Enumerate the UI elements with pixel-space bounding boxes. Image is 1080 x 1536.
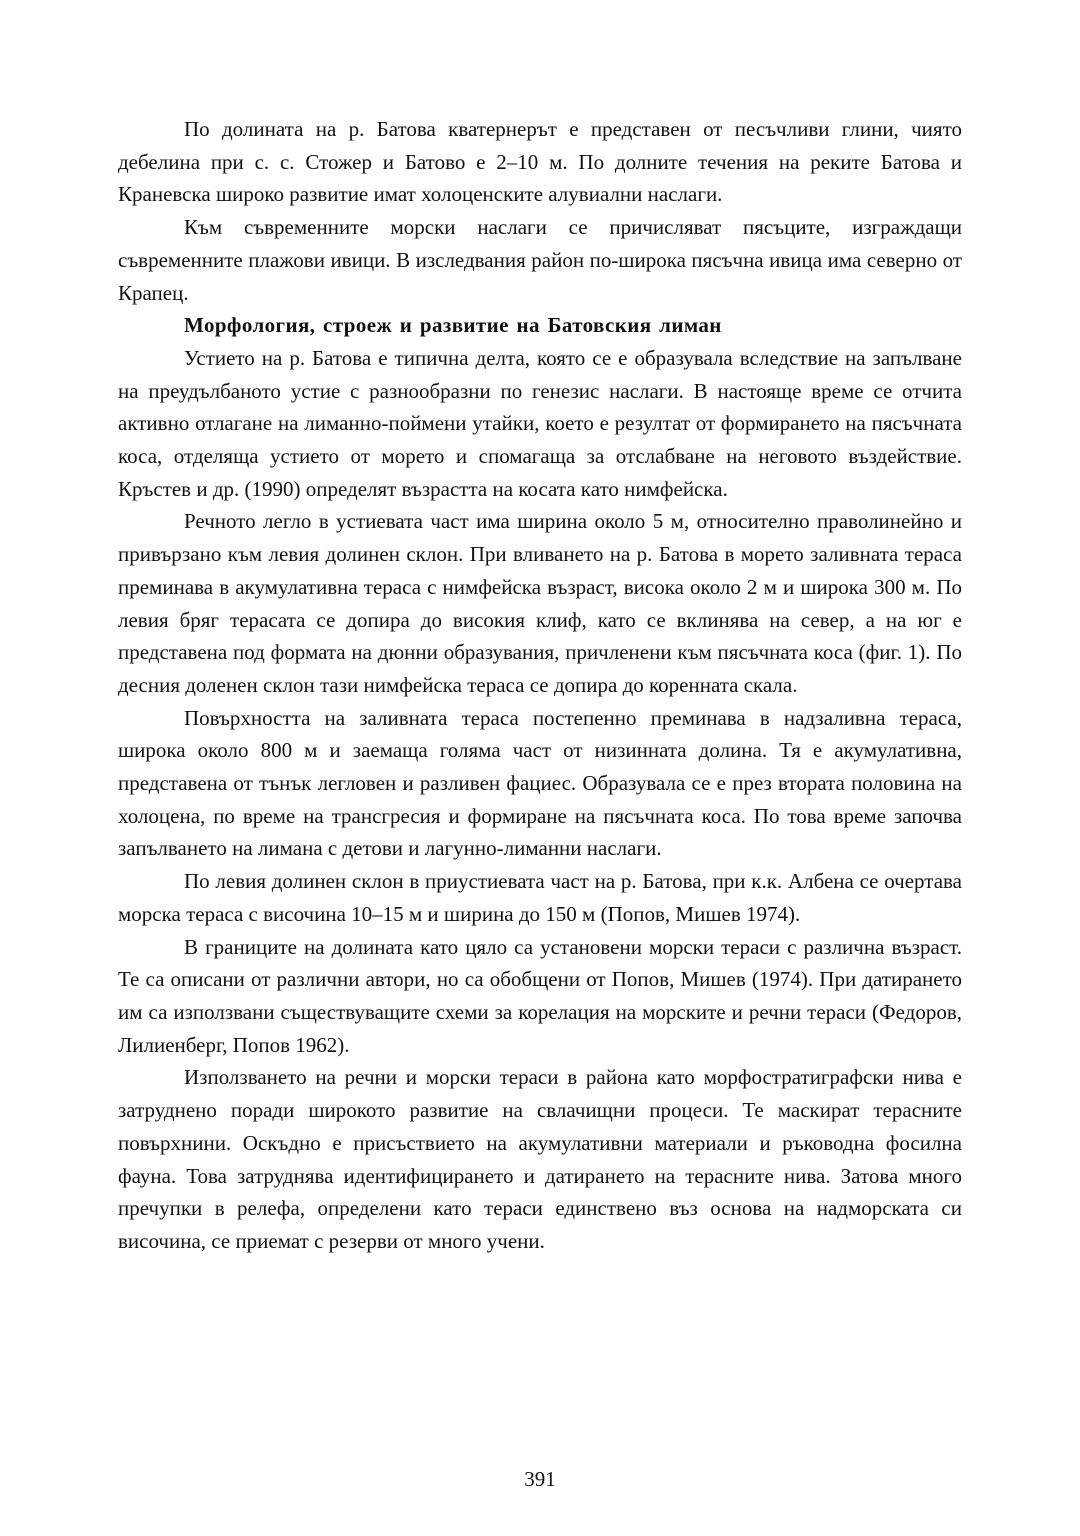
paragraph-floodplain: Повърхността на заливната тераса постепенно преминава в надзаливна тераса, широка около 800 м и заемаща голяма част от низинната долина. Тя е акумулативна, представена от тънък легловен и разливен фациес. Образувала се е през втората половина на холоцена, по време на трансгресия и формиране на пясъчната коса. По това време започва запълването на лимана с детови и лагунно-лиманни наслаги. (118, 705, 962, 861)
paragraph-marine-terrace: По левия долинен склон в приустиевата част на р. Батова, при к.к. Албена се очертава морска тераса с височина 10–15 м и ширина до 150 м (Попов, Мишев 1974). (118, 869, 962, 926)
section-heading: Морфология, строеж и развитие на Батовския лиман (184, 313, 722, 338)
paragraph-terraces-ages: В границите на долината като цяло са установени морски тераси с различна възраст. Те са описани от различни автори, но са обобщени от Попов, Мишев (1974). При датирането им са използвани съществуващите схеми за корелация на морските и речни тераси (Федоров, Лилиенберг, Попов 1962). (118, 934, 962, 1057)
page-number: 391 (524, 1467, 556, 1491)
page-body (118, 113, 962, 1258)
paragraph-riverbed: Речното легло в устиевата част има ширина около 5 м, относително праволинейно и привързано към левия долинен склон. При вливането на р. Батова в морето заливната тераса преминава в акумулативна тераса с нимфейска възраст, висока около 2 м и широка 300 м. По левия бряг терасата се допира до високия клиф, като се вклинява на север, а на юг е представена под формата на дюнни образувания, причленени към пясъчната коса (фиг. 1). По десния доленен склон тази нимфейска тераса се допира до коренната скала. (118, 509, 962, 697)
paragraph-modern-deposits: Към съвременните морски наслаги се причисляват пясъците, изграждащи съвременните плажови ивици. В изследвания район по-широка пясъчна ивица има северно от Крапец. (118, 215, 962, 305)
paragraph-morphostratigraphy: Използването на речни и морски тераси в района като морфостратиграфски нива е затруднено поради широкото развитие на свлачищни процеси. Те маскират терасните повърхнини. Оскъдно е присъствието на акумулативни материали и ръководна фосилна фауна. Това затруднява идентифицирането и датирането на терасните нива. Затова много пречупки в релефа, определени като тераси единствено въз основа на надморската си височина, се приемат с резерви от много учени. (118, 1065, 962, 1253)
paragraph-quaternary: По долината на р. Батова кватернерът е представен от песъчливи глини, чиято дебелина при с. с. Стожер и Батово е 2–10 м. По долните течения на реките Батова и Краневска широко развитие имат холоценските алувиални наслаги. (118, 117, 962, 207)
paragraph-delta: Устието на р. Батова е типична делта, която се е образувала вследствие на запълване на преудълбаното устие с разнообразни по генезис наслаги. В настояще време се отчита активно отлагане на лиманно-поймени утайки, което е резултат от формирането на пясъчната коса, отделяща устието от морето и спомагаща за отслабване на неговото въздействие. Кръстев и др. (1990) определят възрастта на косата като нимфейска. (118, 345, 962, 501)
